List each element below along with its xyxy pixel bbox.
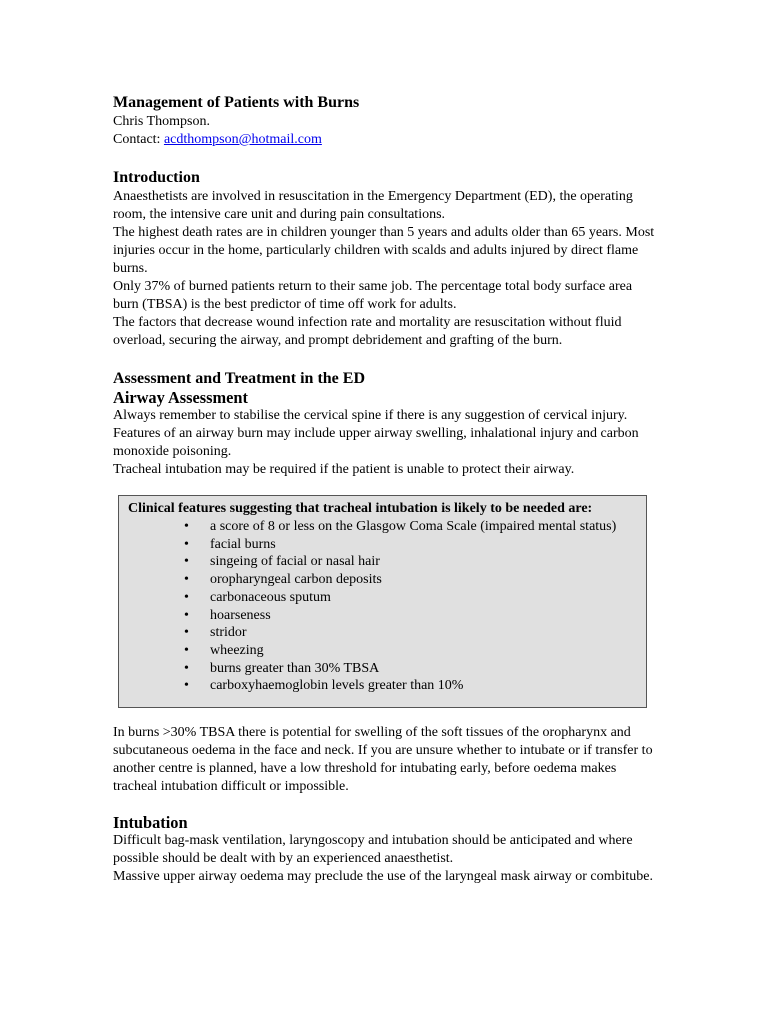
list-item-text: carbonaceous sputum <box>210 589 331 605</box>
list-item <box>184 571 636 589</box>
list-item <box>184 677 636 695</box>
oedema-paragraph: In burns >30% TBSA there is potential for swelling of the soft tissues of the oropharynx and subcutaneous oedema in the face and neck. If you are unsure whether to intubate or if transfer to another centre is planned, have a low threshold for intubating early, before oedema makes tracheal intubation difficult or impossible. <box>113 725 653 795</box>
assessment-paragraph: Tracheal intubation may be required if the patient is unable to protect their airway. <box>113 462 575 477</box>
introduction-heading: Introduction <box>113 169 200 186</box>
contact-label: Contact: <box>113 132 164 147</box>
bullet-icon: • <box>184 642 189 658</box>
author-name: Chris Thompson. <box>113 114 210 129</box>
list-item <box>184 536 636 554</box>
introduction-paragraph: The highest death rates are in children younger than 5 years and adults older than 65 years. Most injuries occur in the home, particularly children with scalds and adults injured by direct flame burns. <box>113 225 655 276</box>
list-item-text: a score of 8 or less on the Glasgow Coma Scale (impaired mental status) <box>210 519 617 534</box>
list-item <box>184 624 636 642</box>
bullet-icon: • <box>184 660 189 676</box>
document-page <box>113 93 658 886</box>
list-item-text: burns greater than 30% TBSA <box>210 660 380 676</box>
assessment-paragraph: Always remember to stabilise the cervical spine if there is any suggestion of cervical injury. <box>113 408 628 423</box>
list-item <box>184 607 636 625</box>
list-item-text: singeing of facial or nasal hair <box>210 554 380 570</box>
bullet-icon: • <box>184 554 189 570</box>
clinical-features-heading: Clinical features suggesting that tracheal intubation is likely to be needed are: <box>128 501 593 516</box>
contact-email-link[interactable]: acdthompson@hotmail.com <box>163 132 322 147</box>
list-item <box>184 553 636 571</box>
list-item <box>184 589 636 607</box>
bullet-icon: • <box>184 589 189 605</box>
document-title: Management of Patients with Burns <box>113 94 360 111</box>
contact-line <box>113 131 658 149</box>
introduction-paragraph: Anaesthetists are involved in resuscitation in the Emergency Department (ED), the operating room, the intensive care unit and during pain consultations. <box>113 189 633 222</box>
bullet-icon: • <box>184 519 189 534</box>
assessment-paragraph: Features of an airway burn may include upper airway swelling, inhalational injury and carbon monoxide poisoning. <box>113 426 639 459</box>
list-item <box>184 518 636 536</box>
list-item-text: oropharyngeal carbon deposits <box>210 572 382 588</box>
clinical-features-list <box>128 518 636 695</box>
list-item <box>184 642 636 660</box>
introduction-paragraph: Only 37% of burned patients return to their same job. The percentage total body surface area burn (TBSA) is the best predictor of time off work for adults. <box>113 279 633 312</box>
bullet-icon: • <box>184 536 189 552</box>
bullet-icon: • <box>184 607 189 623</box>
clinical-features-box <box>118 495 647 708</box>
bullet-icon: • <box>184 625 189 641</box>
list-item-text: stridor <box>210 625 247 641</box>
list-item-text: facial burns <box>210 536 276 552</box>
airway-assessment-heading: Airway Assessment <box>113 388 248 407</box>
list-item-text: wheezing <box>210 642 264 658</box>
list-item-text: carboxyhaemoglobin levels greater than 10% <box>210 678 464 694</box>
bullet-icon: • <box>184 678 189 694</box>
bullet-icon: • <box>184 572 189 588</box>
intubation-paragraph: Difficult bag-mask ventilation, laryngoscopy and intubation should be anticipated and where possible should be dealt with by an experienced anaesthetist. <box>113 833 633 867</box>
intubation-paragraph: Massive upper airway oedema may preclude the use of the laryngeal mask airway or combitube. <box>113 869 653 885</box>
assessment-heading: Assessment and Treatment in the ED <box>113 370 366 387</box>
introduction-paragraph: The factors that decrease wound infection rate and mortality are resuscitation without fluid overload, securing the airway, and prompt debridement and grafting of the burn. <box>113 315 622 348</box>
intubation-heading: Intubation <box>113 813 188 833</box>
list-item <box>184 660 636 678</box>
list-item-text: hoarseness <box>210 607 271 623</box>
